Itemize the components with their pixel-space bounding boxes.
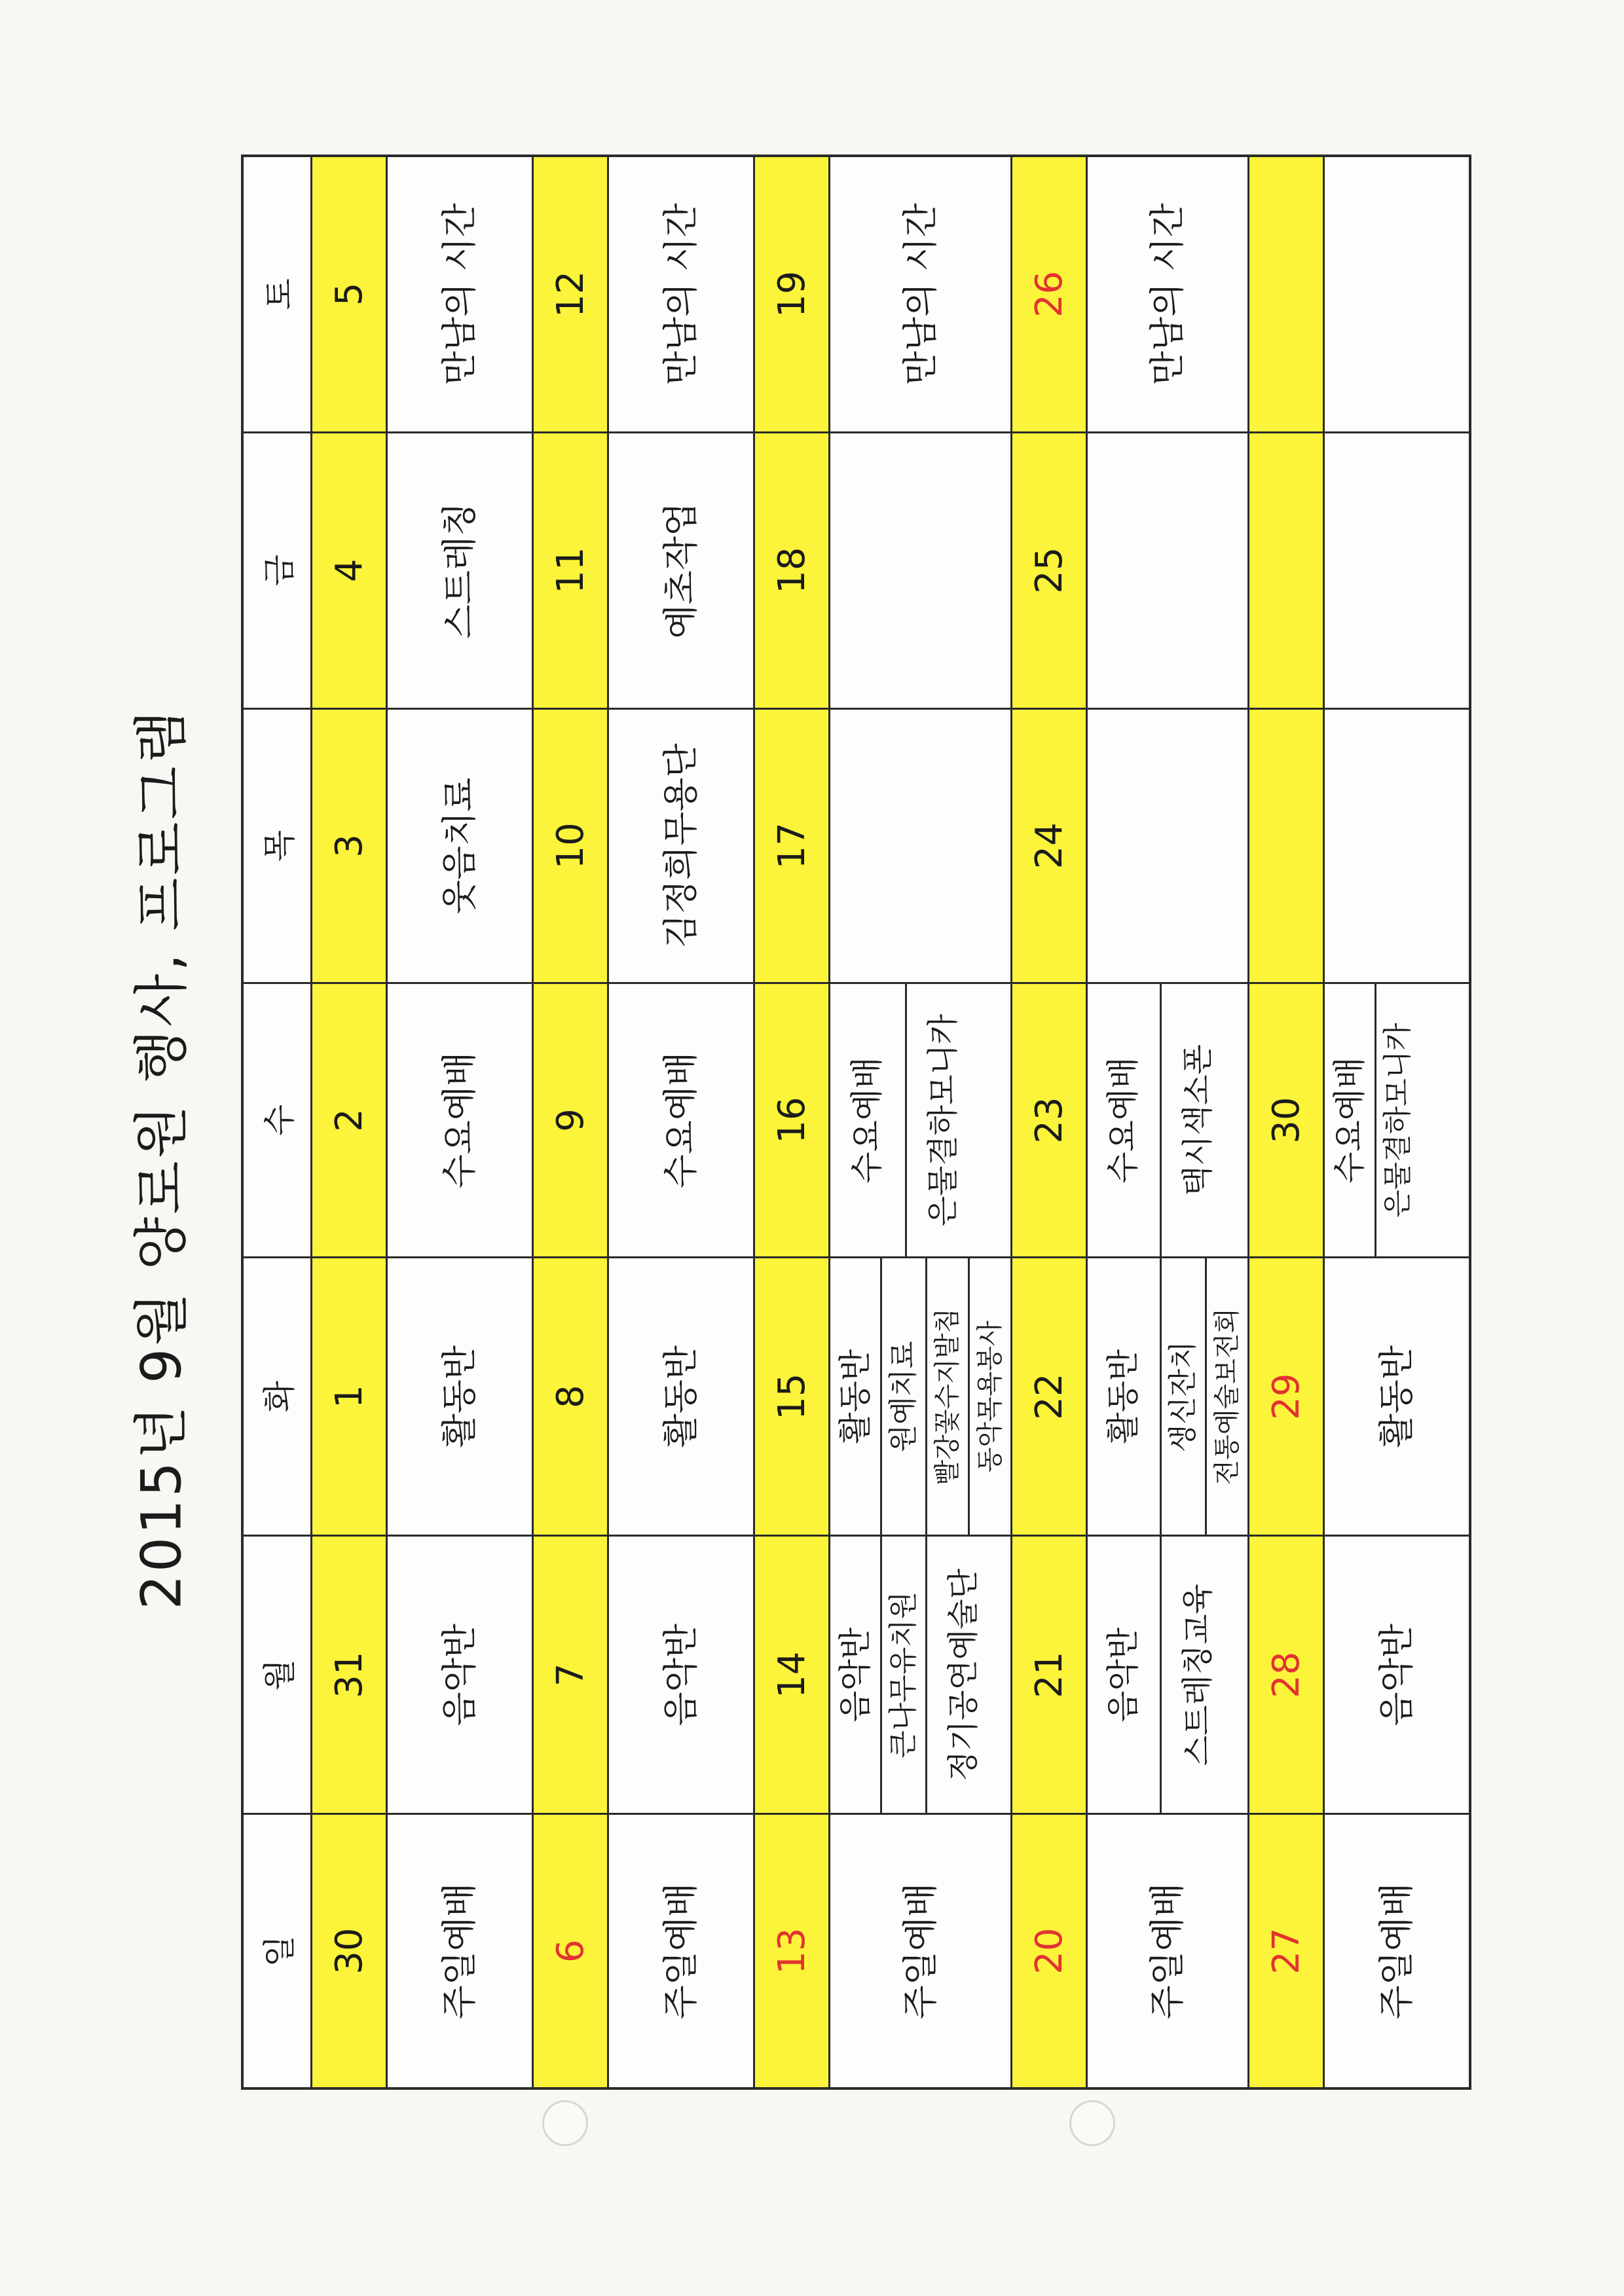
event-cell	[830, 708, 1012, 983]
event-text: 예초작업	[660, 501, 702, 639]
event-cell	[830, 1536, 1012, 1814]
event-text: 동악목욕봉사	[975, 1321, 1006, 1473]
week-4-dates	[1012, 156, 1087, 2088]
event-text: 활동반	[830, 1258, 882, 1535]
event-cell	[1087, 708, 1249, 983]
weekday-thu: 목	[242, 708, 312, 983]
event-cell	[387, 432, 533, 708]
event-text: 만남의 시간	[439, 203, 481, 386]
date-cell: 10	[533, 708, 608, 983]
date-cell: 28	[1249, 1536, 1324, 1814]
event-cell	[1324, 156, 1471, 432]
date-cell: 30	[312, 1814, 387, 2088]
event-cell	[608, 156, 754, 432]
event-text: 원예치료	[882, 1258, 928, 1535]
event-text: 만남의 시간	[1147, 203, 1189, 386]
weekday-sat: 토	[242, 156, 312, 432]
event-text: 만남의 시간	[660, 203, 702, 386]
date-cell: 22	[1012, 1258, 1087, 1536]
event-cell	[830, 432, 1012, 708]
weekday-sun: 일	[242, 1814, 312, 2088]
week-2-events	[608, 156, 754, 2088]
date-cell: 27	[1249, 1814, 1324, 2088]
date-cell: 20	[1012, 1814, 1087, 2088]
event-text: 택시색소폰	[1179, 1044, 1216, 1197]
event-text: 음악반	[1376, 1624, 1418, 1726]
event-cell	[608, 1536, 754, 1814]
date-cell: 12	[533, 156, 608, 432]
date-cell: 16	[754, 983, 830, 1258]
event-text: 수요예배	[1088, 984, 1162, 1256]
date-cell: 21	[1012, 1536, 1087, 1814]
week-5-dates	[1249, 156, 1324, 2088]
date-cell: 29	[1249, 1258, 1324, 1536]
event-text: 만남의 시간	[899, 203, 941, 386]
event-cell	[387, 1258, 533, 1536]
week-2-dates	[533, 156, 608, 2088]
event-cell	[387, 1536, 533, 1814]
date-cell: 7	[533, 1536, 608, 1814]
date-cell	[1249, 156, 1324, 432]
event-cell	[830, 156, 1012, 432]
date-cell	[1249, 708, 1324, 983]
event-text: 주일예배	[439, 1882, 481, 2020]
event-cell	[1324, 1536, 1471, 1814]
weekday-header-row	[242, 156, 312, 2088]
week-1-dates	[312, 156, 387, 2088]
event-cell	[830, 983, 1012, 1258]
event-text: 음악반	[1088, 1537, 1162, 1813]
calendar-table	[241, 155, 1471, 2090]
event-text: 주일예배	[899, 1882, 941, 2020]
event-cell	[608, 1814, 754, 2088]
event-cell	[608, 432, 754, 708]
week-4-events	[1087, 156, 1249, 2088]
weekday-mon: 월	[242, 1536, 312, 1814]
event-text: 음악반	[439, 1624, 481, 1726]
date-cell: 26	[1012, 156, 1087, 432]
event-cell	[1087, 1536, 1249, 1814]
date-cell: 25	[1012, 432, 1087, 708]
event-cell	[387, 1814, 533, 2088]
week-5-events	[1324, 156, 1471, 2088]
event-cell	[1324, 1258, 1471, 1536]
event-text: 수요예배	[1325, 984, 1376, 1256]
event-text: 주일예배	[660, 1882, 702, 2020]
event-text: 주일예배	[1147, 1882, 1189, 2020]
date-cell: 15	[754, 1258, 830, 1536]
event-text: 수요예배	[439, 1051, 481, 1189]
event-cell	[387, 983, 533, 1258]
page-title: 2015년 9월 양로원 행사, 프로그램	[129, 708, 194, 1610]
event-cell	[608, 708, 754, 983]
event-text: 활동반	[1088, 1258, 1162, 1535]
event-text: 수요예배	[830, 984, 907, 1256]
event-cell	[1324, 983, 1471, 1258]
date-cell: 13	[754, 1814, 830, 2088]
date-cell: 4	[312, 432, 387, 708]
event-cell	[1324, 1814, 1471, 2088]
event-cell	[830, 1814, 1012, 2088]
date-cell: 31	[312, 1536, 387, 1814]
event-text: 전통예술보전회	[1212, 1307, 1243, 1485]
event-text: 빨강꽃수지발침	[927, 1258, 970, 1535]
event-text: 수요예배	[660, 1051, 702, 1189]
date-cell: 8	[533, 1258, 608, 1536]
event-text: 은물결하모니카	[1380, 1023, 1414, 1218]
event-cell	[1087, 432, 1249, 708]
calendar-area	[241, 155, 1469, 2090]
date-cell: 3	[312, 708, 387, 983]
event-text: 은물결하모니카	[924, 1013, 961, 1227]
date-cell: 5	[312, 156, 387, 432]
event-cell	[1087, 1814, 1249, 2088]
week-3-events	[830, 156, 1012, 2088]
event-text: 정기공연예술단	[945, 1569, 982, 1781]
event-cell	[1087, 1258, 1249, 1536]
event-cell	[608, 983, 754, 1258]
date-cell: 30	[1249, 983, 1324, 1258]
week-3-dates	[754, 156, 830, 2088]
date-cell: 18	[754, 432, 830, 708]
event-text: 스트레칭	[439, 501, 481, 639]
weekday-wed: 수	[242, 983, 312, 1258]
event-cell	[1324, 432, 1471, 708]
event-text: 음악반	[830, 1537, 882, 1813]
event-text: 스트레칭교육	[1179, 1584, 1216, 1766]
date-cell: 2	[312, 983, 387, 1258]
date-cell	[1249, 432, 1324, 708]
date-cell: 11	[533, 432, 608, 708]
event-text: 웃음치료	[439, 777, 481, 915]
event-text: 활동반	[439, 1345, 481, 1448]
event-text: 주일예배	[1376, 1882, 1418, 2020]
date-cell: 23	[1012, 983, 1087, 1258]
punch-hole-bottom	[1069, 2100, 1115, 2146]
date-cell: 6	[533, 1814, 608, 2088]
event-text: 음악반	[660, 1624, 702, 1726]
event-cell	[387, 156, 533, 432]
event-text: 활동반	[660, 1345, 702, 1448]
punch-hole-top	[542, 2100, 588, 2146]
event-text: 활동반	[1376, 1345, 1418, 1448]
event-cell	[830, 1258, 1012, 1536]
event-cell	[608, 1258, 754, 1536]
weekday-tue: 화	[242, 1258, 312, 1536]
date-cell: 17	[754, 708, 830, 983]
date-cell: 19	[754, 156, 830, 432]
event-cell	[1087, 156, 1249, 432]
event-text: 김정희무용단	[660, 743, 702, 949]
date-cell: 24	[1012, 708, 1087, 983]
date-cell: 9	[533, 983, 608, 1258]
week-1-events	[387, 156, 533, 2088]
event-text: 생신잔치	[1162, 1258, 1208, 1535]
date-cell: 14	[754, 1536, 830, 1814]
weekday-fri: 금	[242, 432, 312, 708]
event-cell	[387, 708, 533, 983]
event-cell	[1324, 708, 1471, 983]
event-text: 큰나무유치원	[882, 1537, 928, 1813]
event-cell	[1087, 983, 1249, 1258]
date-cell: 1	[312, 1258, 387, 1536]
